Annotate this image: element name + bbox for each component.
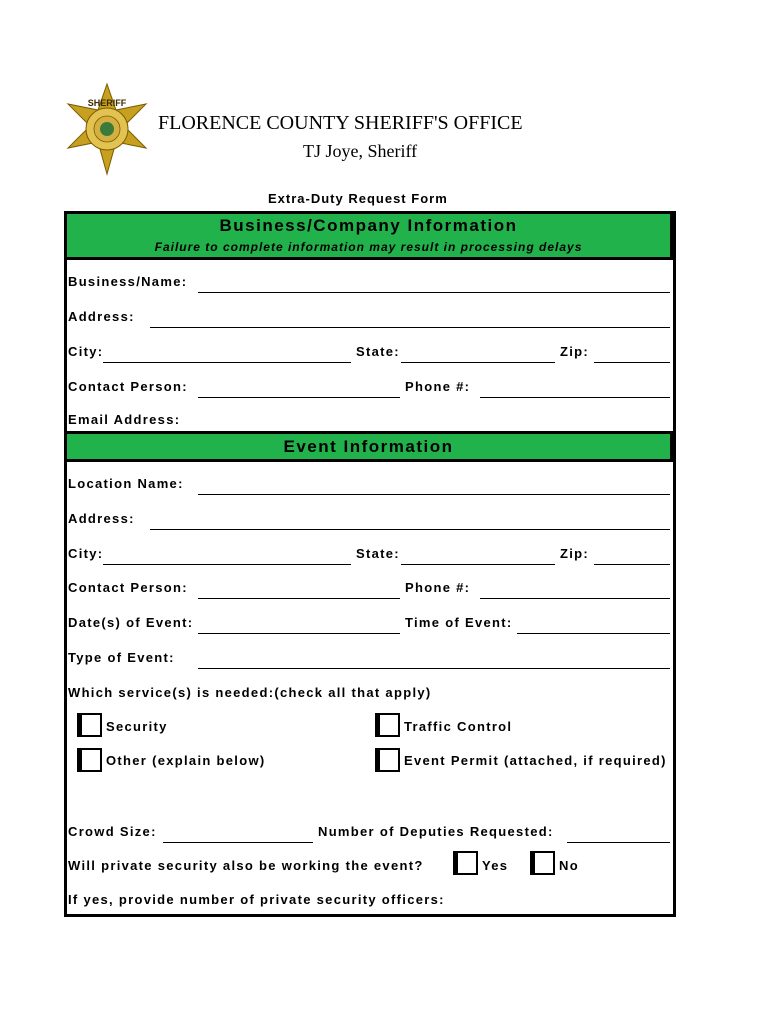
private-no-checkbox[interactable] [533, 851, 555, 875]
badge-text: SHERIFF [87, 98, 127, 108]
event-section-header [64, 431, 673, 462]
event-zip-input[interactable] [594, 564, 670, 565]
event-type-input[interactable] [198, 668, 670, 669]
sheriff-badge-icon [62, 82, 152, 176]
private-count-label: If yes, provide number of private security officers: [68, 892, 445, 907]
crowd-size-input[interactable] [163, 842, 313, 843]
business-name-input[interactable] [198, 292, 670, 293]
business-city-input[interactable] [103, 362, 351, 363]
business-phone-label: Phone #: [405, 379, 471, 394]
services-label: Which service(s) is needed:(check all that apply) [68, 685, 432, 700]
business-contact-label: Contact Person: [68, 379, 188, 394]
private-security-question: Will private security also be working the event? [68, 858, 424, 873]
sheriff-name: TJ Joye, Sheriff [303, 141, 418, 161]
business-email-label: Email Address: [68, 412, 181, 427]
event-zip-label: Zip: [560, 546, 590, 561]
business-contact-input[interactable] [198, 397, 400, 398]
event-contact-label: Contact Person: [68, 580, 188, 595]
security-label: Security [106, 719, 168, 734]
deputies-input[interactable] [567, 842, 670, 843]
business-zip-input[interactable] [594, 362, 670, 363]
event-dates-label: Date(s) of Event: [68, 615, 194, 630]
event-permit-label: Event Permit (attached, if required) [404, 753, 667, 768]
traffic-control-checkbox[interactable] [378, 713, 400, 737]
event-address-input[interactable] [150, 529, 670, 530]
crowd-size-label: Crowd Size: [68, 824, 157, 839]
event-time-label: Time of Event: [405, 615, 513, 630]
business-zip-label: Zip: [560, 344, 590, 359]
event-location-label: Location Name: [68, 476, 184, 491]
private-yes-label: Yes [482, 858, 509, 873]
event-phone-input[interactable] [480, 598, 670, 599]
other-checkbox[interactable] [80, 748, 102, 772]
other-label: Other (explain below) [106, 753, 266, 768]
private-no-label: No [559, 858, 579, 873]
business-phone-input[interactable] [480, 397, 670, 398]
event-state-input[interactable] [401, 564, 555, 565]
deputies-label: Number of Deputies Requested: [318, 824, 554, 839]
private-yes-checkbox[interactable] [456, 851, 478, 875]
event-state-label: State: [356, 546, 400, 561]
business-city-label: City: [68, 344, 104, 359]
business-address-input[interactable] [150, 327, 670, 328]
business-note: Failure to complete information may result in processing delays [154, 240, 583, 254]
business-name-label: Business/Name: [68, 274, 188, 289]
event-heading: Event Information [283, 437, 454, 456]
business-state-input[interactable] [401, 362, 555, 363]
business-section-header [64, 211, 673, 260]
event-time-input[interactable] [517, 633, 670, 634]
business-state-label: State: [356, 344, 400, 359]
event-permit-checkbox[interactable] [378, 748, 400, 772]
form-title: Extra-Duty Request Form [268, 191, 448, 206]
event-address-label: Address: [68, 511, 135, 526]
event-phone-label: Phone #: [405, 580, 471, 595]
business-heading: Business/Company Information [219, 216, 518, 235]
event-contact-input[interactable] [198, 598, 400, 599]
security-checkbox[interactable] [80, 713, 102, 737]
traffic-control-label: Traffic Control [404, 719, 513, 734]
event-location-input[interactable] [198, 494, 670, 495]
event-city-input[interactable] [103, 564, 351, 565]
event-dates-input[interactable] [198, 633, 400, 634]
office-title: FLORENCE COUNTY SHERIFF'S OFFICE [158, 112, 523, 134]
event-type-label: Type of Event: [68, 650, 175, 665]
event-city-label: City: [68, 546, 104, 561]
business-address-label: Address: [68, 309, 135, 324]
